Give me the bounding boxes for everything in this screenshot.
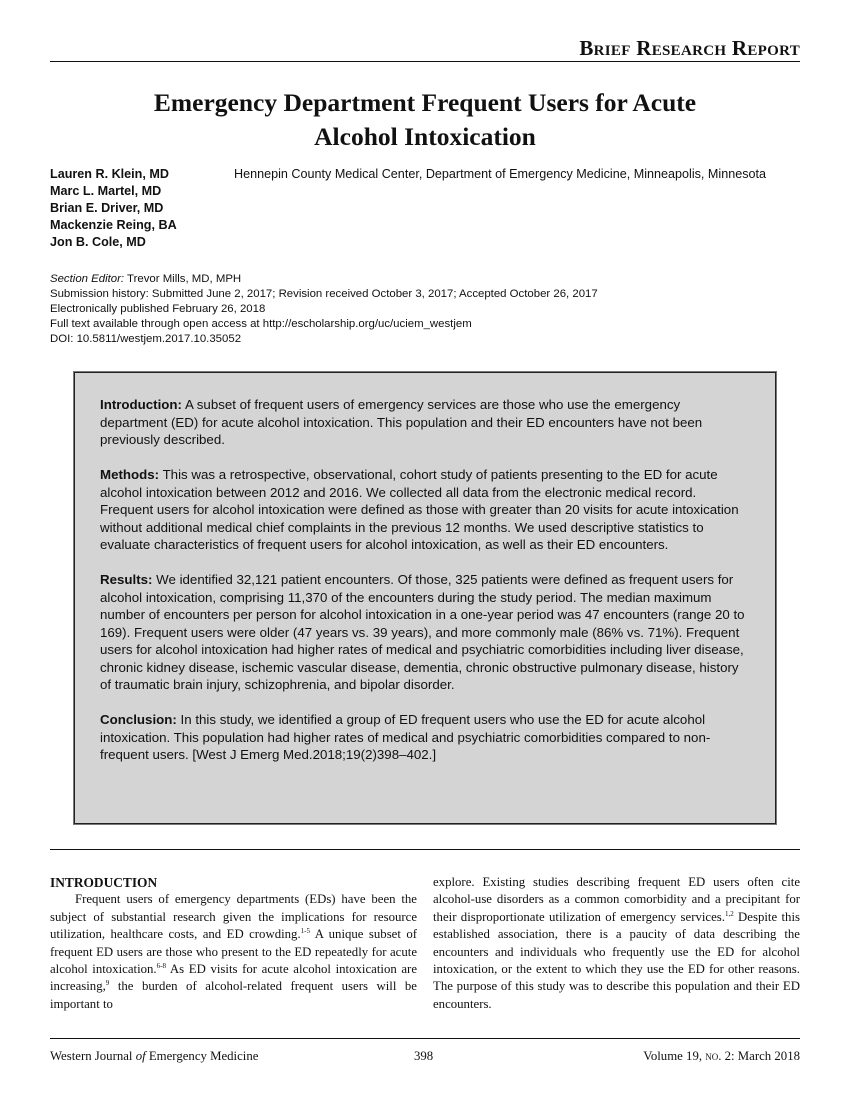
author: Marc L. Martel, MD [50, 184, 162, 198]
author: Brian E. Driver, MD [50, 201, 164, 215]
volume-part: Volume 19, [643, 1049, 706, 1063]
affiliation: Hennepin County Medical Center, Department of Emergency Medicine, Minneapolis, Minnesota [234, 167, 767, 181]
citation-ref: 1-5 [300, 927, 310, 936]
abstract-box [74, 372, 776, 824]
author: Jon B. Cole, MD [50, 235, 146, 249]
abstract-results [100, 571, 751, 694]
volume-part: 2: March 2018 [721, 1049, 800, 1063]
publication-meta [50, 272, 598, 347]
methods-text: This was a retrospective, observational, cohort study of patients presenting to the ED for acute alcohol intoxication between 2012 and 2016. We collected all data from the electronic medical record. Frequent users for alcohol intoxication were defined as those with greater than 20 visits for acute intoxication without additional medical chief complaints in the previous 12 months. We used descriptive statistics to evaluate characteristics of frequent users for alcohol intoxication, as well as their ED encounters. [100, 467, 739, 552]
conclusion-text: In this study, we identified a group of ED frequent users who use the ED for acute alcohol intoxication. This population had higher rates of medical and psychiatric comorbidities compared to non-frequent users. [West J Emerg Med.2018;19(2)398–402.] [100, 712, 711, 762]
volume-issue [643, 1048, 800, 1064]
section-editor [50, 272, 598, 287]
section-editor-name: Trevor Mills, MD, MPH [127, 273, 242, 285]
body-paragraph [50, 891, 417, 1013]
footer-rule [50, 1038, 800, 1039]
title-line-1: Emergency Department Frequent Users for Acute [153, 88, 697, 117]
author: Lauren R. Klein, MD [50, 167, 169, 181]
body-text: the burden of alcohol-related frequent users will be important to [50, 979, 417, 1011]
doi[interactable]: DOI: 10.5811/westjem.2017.10.35052 [50, 333, 242, 345]
article-title [50, 86, 800, 154]
abstract-introduction [100, 396, 751, 449]
title-line-2: Alcohol Intoxication [314, 122, 536, 151]
body-paragraph [433, 874, 800, 1013]
body-top-rule [50, 849, 800, 850]
section-editor-label: Section Editor: [50, 273, 125, 285]
volume-part: no. [705, 1049, 722, 1063]
citation-ref: 1,2 [724, 909, 734, 918]
results-text: We identified 32,121 patient encounters. Of those, 325 patients were defined as frequent users for alcohol intoxication, comprising 11,370 of the encounters during the study period. The median maximum number of encounters per person for alcohol intoxication in a one-year period was 47 encounters (range 20 to 169). Frequent users were older (47 years vs. 39 years), and more commonly male (86% vs. 71%). Frequent users for alcohol intoxication had higher rates of medical and psychiatric comorbidities including liver disease, chronic kidney disease, ischemic vascular disease, dementia, chronic obstructive pulmonary disease, history of traumatic brain injury, schizophrenia, and bipolar disorder. [100, 572, 745, 692]
body-column-right [433, 874, 800, 1013]
submission-history: Submission history: Submitted June 2, 2017; Revision received October 3, 2017; Accepted October 26, 2017 [50, 288, 598, 300]
methods-label: Methods: [100, 467, 160, 482]
header-rule [50, 61, 800, 62]
author: Mackenzie Reing, BA [50, 218, 177, 232]
introduction-heading: INTRODUCTION [50, 875, 158, 890]
page-number: 398 [414, 1049, 434, 1063]
citation-ref: 9 [105, 979, 110, 988]
introduction-text: A subset of frequent users of emergency services are those who use the emergency department (ED) for acute alcohol intoxication. This population and their ED encounters have not been previously described. [100, 397, 703, 447]
author-list [50, 166, 177, 251]
open-access-link[interactable]: Full text available through open access at http://escholarship.org/uc/uciem_westjem [50, 318, 472, 330]
results-label: Results: [100, 572, 153, 587]
abstract-conclusion [100, 711, 751, 764]
body-text: As ED visits for acute alcohol intoxication are increasing, [50, 962, 417, 994]
journal-name-part: of [135, 1049, 146, 1063]
journal-name-part: Western Journal [50, 1049, 136, 1063]
body-text: Frequent users of emergency departments (EDs) have been the subject of substantial research given the implications for resource utilization, healthcare costs, and ED crowding. [50, 892, 417, 942]
citation-ref: 6-8 [156, 962, 166, 971]
published-date: Electronically published February 26, 2018 [50, 303, 266, 315]
body-text: Despite this established association, there is a paucity of data describing the encounters and individuals who frequently use the ED for alcohol intoxication, or the extent to which they use the ED for other reasons. The purpose of this study was to describe this population and their ED encounters. [433, 909, 800, 1011]
conclusion-label: Conclusion: [100, 712, 177, 727]
journal-name-part: Emergency Medicine [145, 1049, 259, 1063]
introduction-label: Introduction: [100, 397, 182, 412]
body-text: explore. Existing studies describing frequent ED users often cite alcohol-use disorders as a common comorbidity and a precipitant for their disproportionate utilization of emergency services. [433, 875, 800, 924]
section-label: Brief Research Report [579, 36, 800, 60]
body-column-left [50, 874, 417, 1013]
journal-name [50, 1048, 258, 1064]
abstract-methods [100, 466, 751, 554]
body-text: A unique subset of frequent ED users are those who present to the ED repeatedly for acute alcohol intoxication. [50, 927, 417, 977]
